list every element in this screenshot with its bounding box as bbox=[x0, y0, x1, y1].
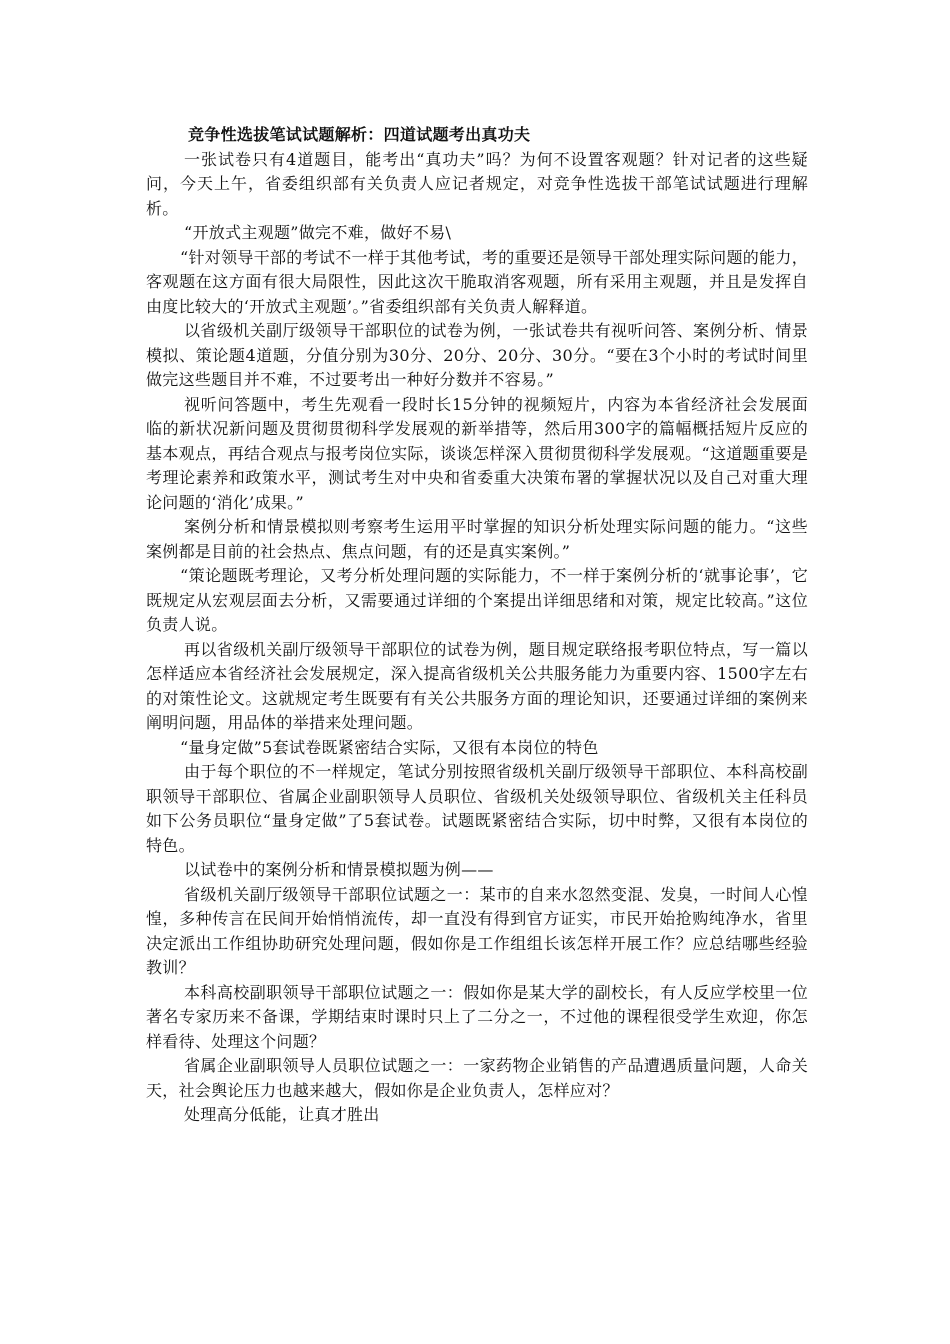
section-heading-open-questions: “开放式主观题”做完不难，做好不易\ bbox=[184, 223, 452, 242]
section-heading-talent: 处理高分低能，让真才胜出 bbox=[184, 1105, 380, 1124]
paragraph-university-case: 本科高校副职领导干部职位试题之一：假如你是某大学的副校长，有人反应学校里一位著名专家历来不备课，学期结束时课时只上了二分之一，不过他的课程很受学生欢迎，你怎样看待、处理这个问题？ bbox=[146, 982, 808, 1051]
paragraph-case-analysis: 案例分析和情景模拟则考察考生运用平时掌握的知识分析处理实际问题的能力。“这些案例都是目前的社会热点、焦点问题，有的还是真实案例。” bbox=[146, 517, 808, 561]
paragraph-exam-structure: 以省级机关副厅级领导干部职位的试卷为例，一张试卷共有视听问答、案例分析、情景模拟、策论题4道题，分值分别为30分、20分、20分、30分。“要在3个小时的考试时间里做完这些题目并不难，不过要考出一种好分数并不容易。” bbox=[146, 321, 808, 389]
section-heading-tailored-papers: “量身定做”5套试卷既紧密结合实际，又很有本岗位的特色 bbox=[180, 737, 599, 757]
document-page bbox=[146, 123, 808, 1128]
paragraph-video-question: 视听问答题中，考生先观看一段时长15分钟的视频短片，内容为本省经济社会发展面临的新状况新问题及贯彻贯彻科学发展观的新举措等，然后用300字的篇幅概括短片反应的基本观点，再结合观点与报考岗位实际，谈谈怎样深入贯彻贯彻科学发展观。“这道题重要是考理论素养和政策水平，测试考生对中央和省委重大决策布署的掌握状况以及自己对重大理论问题的‘消化’成果。” bbox=[146, 394, 808, 512]
document-title: 竞争性选拔笔试试题解析：四道试题考出真功夫 bbox=[188, 125, 531, 144]
paragraph-enterprise-case: 省属企业副职领导人员职位试题之一：一家药物企业销售的产品遭遇质量问题，人命关天，社会舆论压力也越来越大，假如你是企业负责人，怎样应对？ bbox=[146, 1056, 808, 1100]
paragraph-example-intro: 以试卷中的案例分析和情景模拟题为例—— bbox=[184, 860, 494, 879]
paragraph-essay-example: 再以省级机关副厅级领导干部职位的试卷为例，题目规定联络报考职位特点，写一篇以怎样适应本省经济社会发展规定，深入提高省级机关公共服务能力为重要内容、1500字左右的对策性论文。这就规定考生既要有有关公共服务方面的理论知识，还要通过详细的案例来阐明问题，用品体的举措来处理问题。 bbox=[146, 639, 808, 732]
paragraph-intro: 一张试卷只有4道题目，能考出“真功夫”吗？为何不设置客观题？针对记者的这些疑问，今天上午，省委组织部有关负责人应记者规定，对竞争性选拔干部笔试试题进行理解析。 bbox=[146, 149, 808, 218]
paragraph-water-case: 省级机关副厅级领导干部职位试题之一：某市的自来水忽然变混、发臭，一时间人心惶惶，多种传言在民间开始悄悄流传，却一直没有得到官方证实，市民开始抢购纯净水，省里决定派出工作组协助研究处理问题，假如你是工作组组长该怎样开展工作？应总结哪些经验教训？ bbox=[146, 884, 808, 977]
paragraph-policy-essay: “策论题既考理论，又考分析处理问题的实际能力，不一样于案例分析的‘就事论事’，它既规定从宏观层面去分析，又需要通过详细的个案提出详细思绪和对策，规定比较高。”这位负责人说。 bbox=[146, 566, 808, 634]
paragraph-official-explanation: “针对领导干部的考试不一样于其他考试，考的重要还是领导干部处理实际问题的能力，客观题在这方面有很大局限性，因此这次干脆取消客观题，所有采用主观题，并且是发挥自由度比较大的‘开放式主观题’。”省委组织部有关负责人解释道。 bbox=[146, 247, 808, 316]
paragraph-five-papers: 由于每个职位的不一样规定，笔试分别按照省级机关副厅级领导干部职位、本科高校副职领导干部职位、省属企业副职领导人员职位、省级机关处级领导职位、省级机关主任科员如下公务员职位“量身定做”了5套试卷。试题既紧密结合实际，切中时弊，又很有本岗位的特色。 bbox=[146, 762, 808, 855]
